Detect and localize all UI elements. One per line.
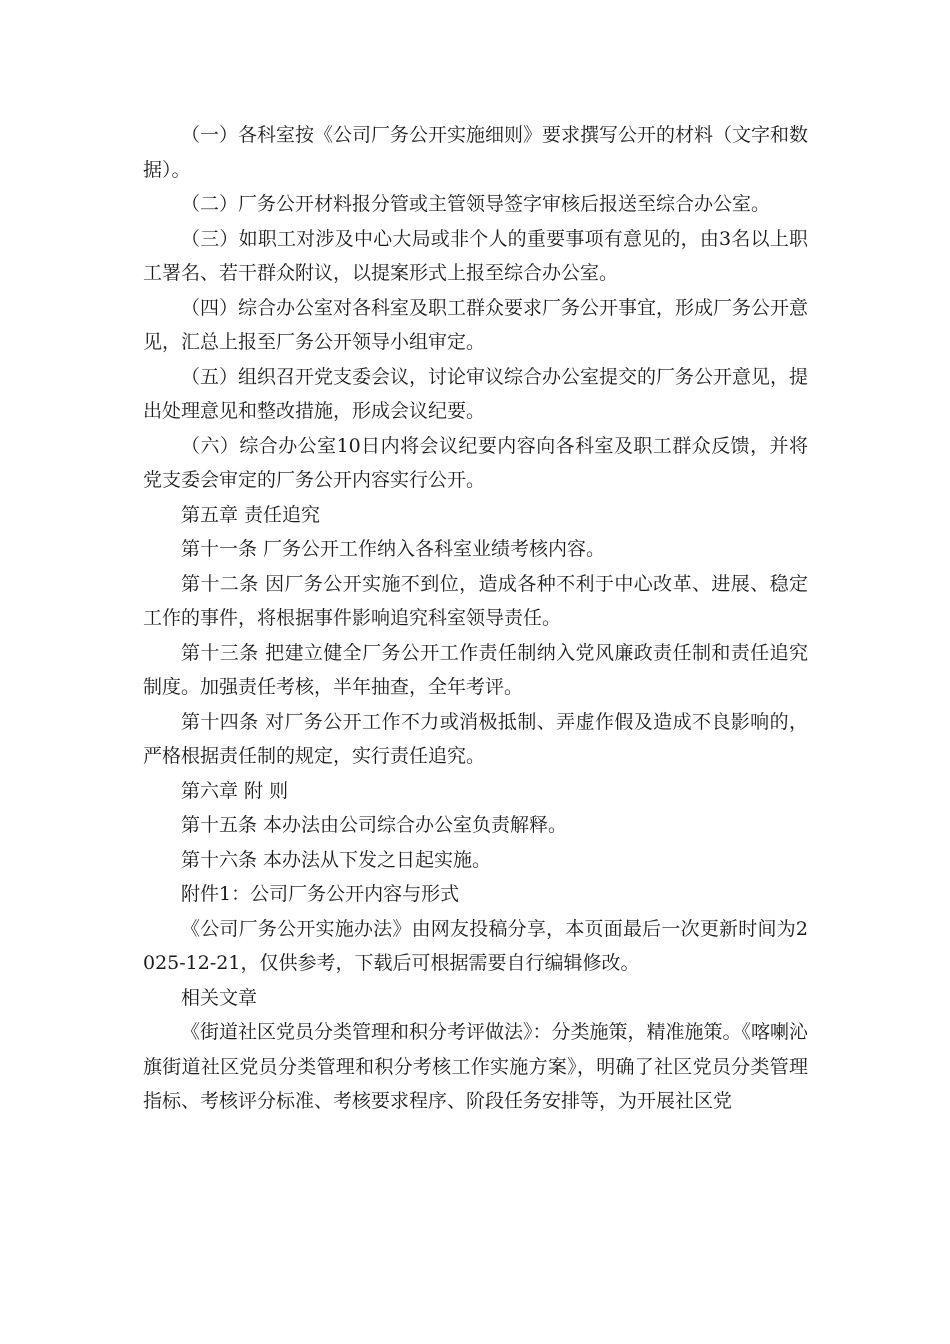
article-15: 第十五条 本办法由公司综合办公室负责解释。: [181, 814, 568, 836]
chapter-heading-6: 第六章 附 则: [181, 779, 289, 802]
paragraph-item-1: （一）各科室按《公司厂务公开实施细则》要求撰写公开的材料（文字和数据）。: [143, 124, 809, 181]
article-12: 第十二条 因厂务公开实施不到位，造成各种不利于中心改革、进展、稳定工作的事件，将根据事件影响追究科室领导责任。: [143, 572, 808, 629]
article-13: 第十三条 把建立健全厂务公开工作责任制纳入党风廉政责任制和责任追究制度。加强责任考核，半年抽查，全年考评。: [143, 641, 808, 698]
update-note: 《公司厂务公开实施办法》由网友投稿分享，本页面最后一次更新时间为2025-12-21，仅供参考，下载后可根据需要自行编辑修改。: [143, 917, 808, 974]
paragraph-item-5: （五）组织召开党支委会议，讨论审议综合办公室提交的厂务公开意见，提出处理意见和整改措施，形成会议纪要。: [143, 365, 809, 422]
paragraph-item-4: （四）综合办公室对各科室及职工群众要求厂务公开事宜，形成厂务公开意见，汇总上报至厂务公开领导小组审定。: [143, 296, 809, 353]
document-body: [143, 118, 808, 1119]
paragraph-item-6: （六）综合办公室10日内将会议纪要内容向各科室及职工群众反馈，并将党支委会审定的厂务公开内容实行公开。: [143, 434, 808, 491]
paragraph-item-3: （三）如职工对涉及中心大局或非个人的重要事项有意见的，由3名以上职工署名、若干群众附议，以提案形式上报至综合办公室。: [143, 227, 808, 284]
article-11: 第十一条 厂务公开工作纳入各科室业绩考核内容。: [181, 538, 606, 560]
chapter-heading-5: 第五章 责任追究: [181, 503, 321, 526]
attachment-line: 附件1：公司厂务公开内容与形式: [181, 883, 460, 905]
paragraph-item-2: （二）厂务公开材料报分管或主管领导签字审核后报送至综合办公室。: [181, 193, 771, 215]
article-16: 第十六条 本办法从下发之日起实施。: [181, 848, 492, 871]
related-article-excerpt: 《街道社区党员分类管理和积分考评做法》：分类施策，精准施策。《喀喇沁旗街道社区党员分类管理和积分考核工作实施方案》，明确了社区党员分类管理指标、考核评分标准、考核要求程序、阶段任务安排等，为开展社区党: [143, 1021, 809, 1112]
related-articles-heading: 相关文章: [181, 986, 258, 1009]
article-14: 第十四条 对厂务公开工作不力或消极抵制、弄虚作假及造成不良影响的，严格根据责任制的规定，实行责任追究。: [143, 710, 808, 767]
